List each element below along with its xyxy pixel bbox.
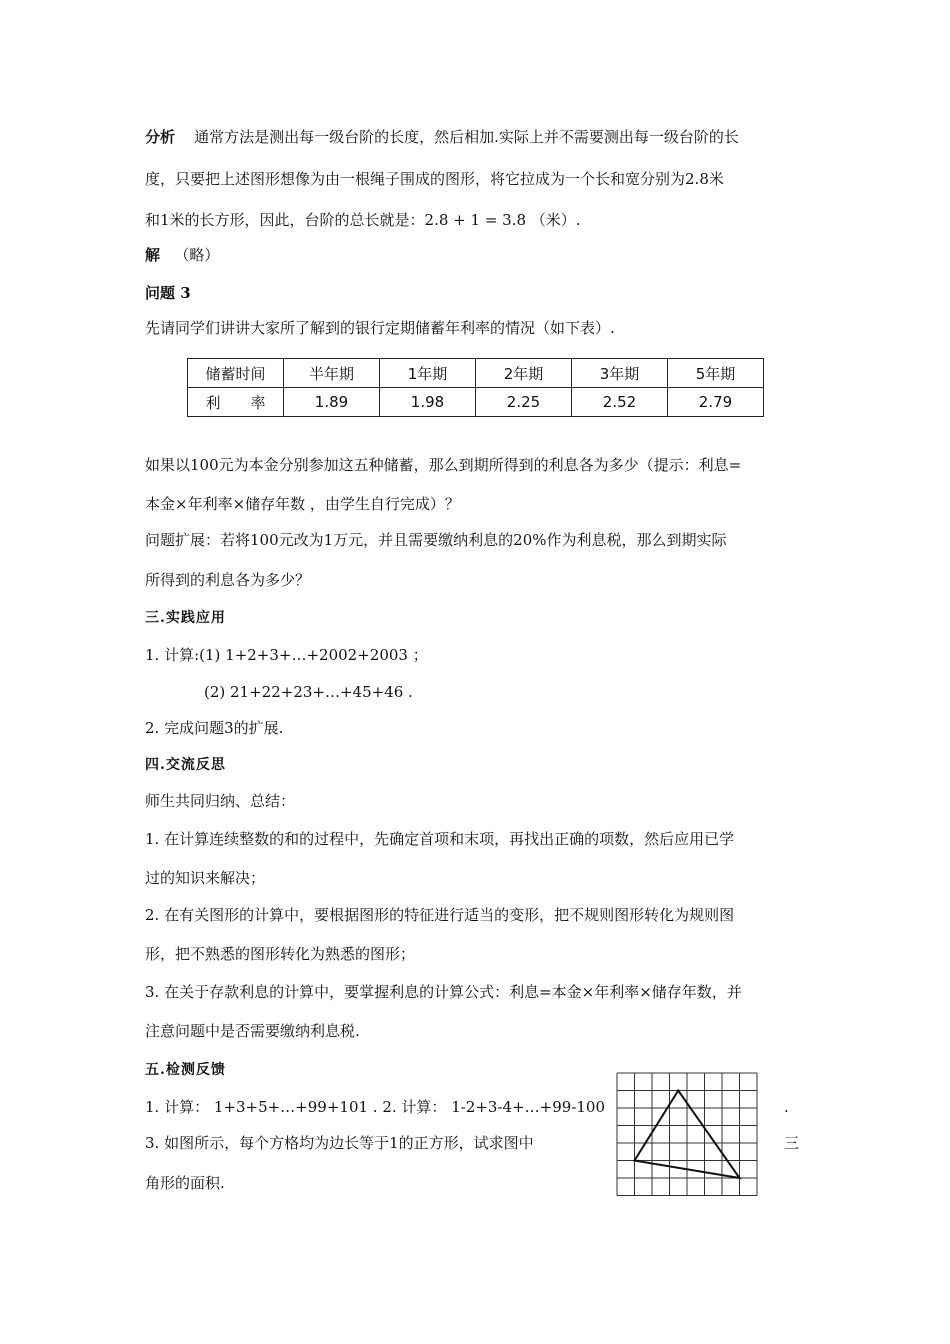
section4-intro: 师生共同归纳、总结： (145, 792, 296, 810)
solution-label: 解 (145, 246, 161, 264)
question-line-2: 本金×年利率×储存年数 ，由学生自行完成）？ (145, 495, 460, 513)
summary-2-line-2: 形，把不熟悉的图形转化为熟悉的图形； (145, 945, 416, 963)
table-row (188, 388, 764, 417)
table-header-row (188, 359, 764, 388)
table-header-cell: 2年期 (476, 359, 572, 388)
problem3-intro: 先请同学们讲讲大家所了解到的银行定期储蓄年利率的情况（如下表）. (145, 319, 615, 337)
section4-title: 四.交流反思 (145, 757, 226, 773)
triangle-grid-figure (616, 1072, 764, 1196)
analysis-line-2: 度，只要把上述图形想像为由一根绳子围成的图形，将它拉成为一个长和宽分别为2.8米 (145, 170, 724, 188)
table-header-cell: 1年期 (380, 359, 476, 388)
analysis-line-1 (145, 127, 739, 147)
section5-item3-tail: 三 (784, 1134, 800, 1152)
table-cell: 1.98 (380, 388, 476, 417)
section5-item1: 1. 计算： 1+3+5+…+99+101 . 2. 计算： 1-2+3-4+…+99-100 (145, 1098, 605, 1116)
summary-1-line-2: 过的知识来解决； (145, 869, 266, 887)
solution-text: （略） (174, 246, 220, 264)
extension-line-1: 问题扩展：若将100元改为1万元，并且需要缴纳利息的20%作为利息税，那么到期实际 (145, 531, 727, 549)
question-line-1: 如果以100元为本金分别参加这五种储蓄，那么到期所得到的利息各为多少（提示：利息= (145, 456, 742, 474)
analysis-line-3: 和1米的长方形，因此，台阶的总长就是：2.8 + 1 = 3.8 （米）. (145, 211, 581, 229)
interest-rate-table (187, 358, 764, 417)
problem3-title: 问题 3 (145, 284, 191, 302)
table-row-label: 利 率 (188, 388, 284, 417)
section5-item3-line-2: 角形的面积. (145, 1174, 225, 1192)
table-header-cell: 半年期 (284, 359, 380, 388)
table-header-cell: 5年期 (668, 359, 764, 388)
table-header-cell: 储蓄时间 (188, 359, 284, 388)
summary-3-line-2: 注意问题中是否需要缴纳利息税. (145, 1022, 360, 1040)
table-cell: 2.52 (572, 388, 668, 417)
summary-1-line-1: 1. 在计算连续整数的和的过程中，先确定首项和末项，再找出正确的项数，然后应用已学 (145, 830, 735, 848)
summary-3-line-1: 3. 在关于存款利息的计算中，要掌握利息的计算公式：利息=本金×年利率×储存年数，并 (145, 983, 742, 1001)
table-cell: 2.79 (668, 388, 764, 417)
section5-title: 五.检测反馈 (145, 1062, 226, 1078)
solution-line (145, 245, 219, 265)
section3-item1b: (2) 21+22+23+…+45+46 . (204, 683, 413, 701)
summary-2-line-1: 2. 在有关图形的计算中，要根据图形的特征进行适当的变形，把不规则图形转化为规则图 (145, 906, 735, 924)
section5-item3-line-1: 3. 如图所示，每个方格均为边长等于1的正方形，试求图中 (145, 1134, 534, 1152)
analysis-text-1: 通常方法是测出每一级台阶的长度，然后相加.实际上并不需要测出每一级台阶的长 (194, 128, 739, 146)
section3-title: 三.实践应用 (145, 610, 226, 626)
table-cell: 2.25 (476, 388, 572, 417)
table-header-cell: 3年期 (572, 359, 668, 388)
table-cell: 1.89 (284, 388, 380, 417)
section3-item2: 2. 完成问题3的扩展. (145, 719, 284, 737)
extension-line-2: 所得到的利息各为多少？ (145, 571, 311, 589)
section3-item1a: 1. 计算:(1) 1+2+3+…+2002+2003 ； (145, 646, 428, 664)
analysis-label: 分析 (145, 128, 176, 146)
section5-item1-end: . (784, 1098, 789, 1116)
